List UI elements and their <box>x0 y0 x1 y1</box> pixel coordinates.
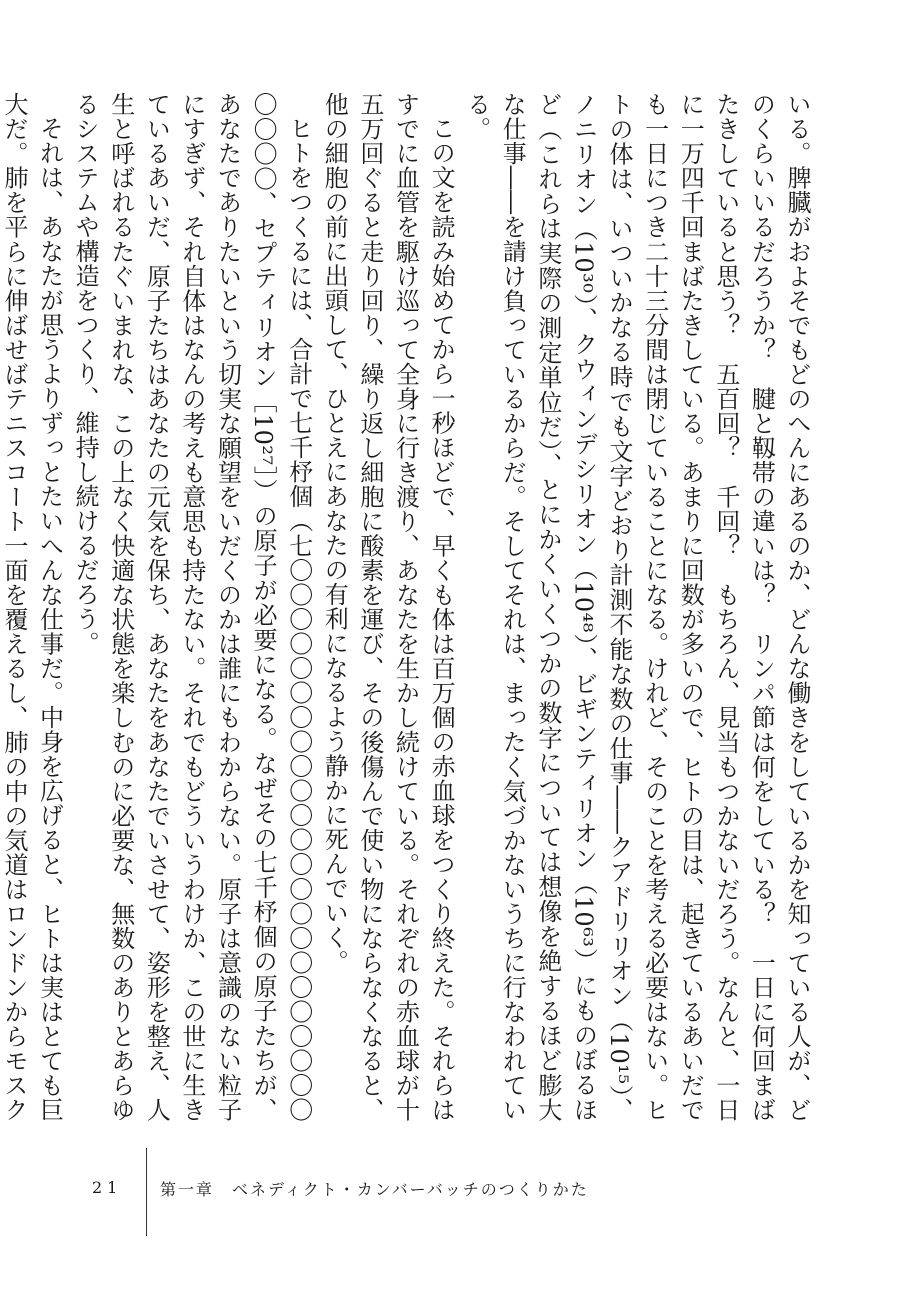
footer-divider <box>146 1148 147 1236</box>
running-head: 第一章 ベネディクト・カンバーバッチのつくりかた <box>160 1180 589 1199</box>
paragraph-3: ヒトをつくるには、合計で七千杼個（七〇〇〇〇〇〇〇〇〇〇〇〇〇〇〇〇〇〇〇〇〇〇〇〇〇〇〇、セプティリオン［10²⁷］）の原子が必要になる。なぜその七千杼個の原子たちが、あなたでありたいという切実な願望をいだくのかは誰にもわからない。原子は意識のない粒子にすぎず、それ自体はなんの考えも意思も持たない。それでもどういうわけか、この世に生きているあいだ、原子たちはあなたの元気を保ち、あなたをあなたでいさせて、姿形を整え、人生と呼ばれるたぐいまれな、この上なく快適な状態を楽しむのに必要な、無数のありとあらゆるシステムや構造をつくり、維持し続けるだろう。 <box>71 92 313 1122</box>
page-number: 21 <box>92 1178 123 1197</box>
body-text <box>0 92 814 1123</box>
paragraph-2: この文を読み始めてから一秒ほどで、早くも体は百万個の赤血球をつくり終えた。それらはすでに血管を駆け巡って全身に行き渡り、あなたを生かし続けている。それぞれの赤血球が十五万回ぐると走り回り、繰り返し細胞に酸素を運び、その後傷んで使い物にならなくなると、他の細胞の前に出頭して、ひとえにあなたの有利になるよう静かに死んでいく。 <box>320 92 456 1123</box>
paragraph-4: それは、あなたが思うよりずっとたいへんな仕事だ。中身を広げると、ヒトは実はとても巨大だ。肺を平らに伸ばせばテニスコート一面を覆えるし、肺の中の気道はロンドンからモスク <box>0 92 64 1123</box>
paragraph-1: いる。脾臓がおよそでもどのへんにあるのか、どんな働きをしているかを知っている人が、どのくらいいるだろうか？ 腱と靱帯の違いは？ リンパ節は何をしている？ 一日に何回まばたきしていると思う？ 五百回？ 千回？ もちろん、見当もつかないだろう。なんと、一日に一万四千回まばたきしている。あまりに回数が多いので、ヒトの目は、起きているあいだでも一日につき二十三分間は閉じていることになる。けれど、そのことを考える必要はない。ヒトの体は、いついかなる時でも文字どおり計測不能な数の仕事――クアドリリオン（10¹⁵）、ノニリオン（10³⁰）、クウィンデシリオン（10⁴⁸）、ビギンティリオン（10⁶³）にものぼるほど（これらは実際の測定単位だ）、とにかくいくつかの数字については想像を絶するほど膨大な仕事――を請け負っているからだ。そしてそれは、まったく気づかないうちに行なわれている。 <box>462 92 811 1123</box>
